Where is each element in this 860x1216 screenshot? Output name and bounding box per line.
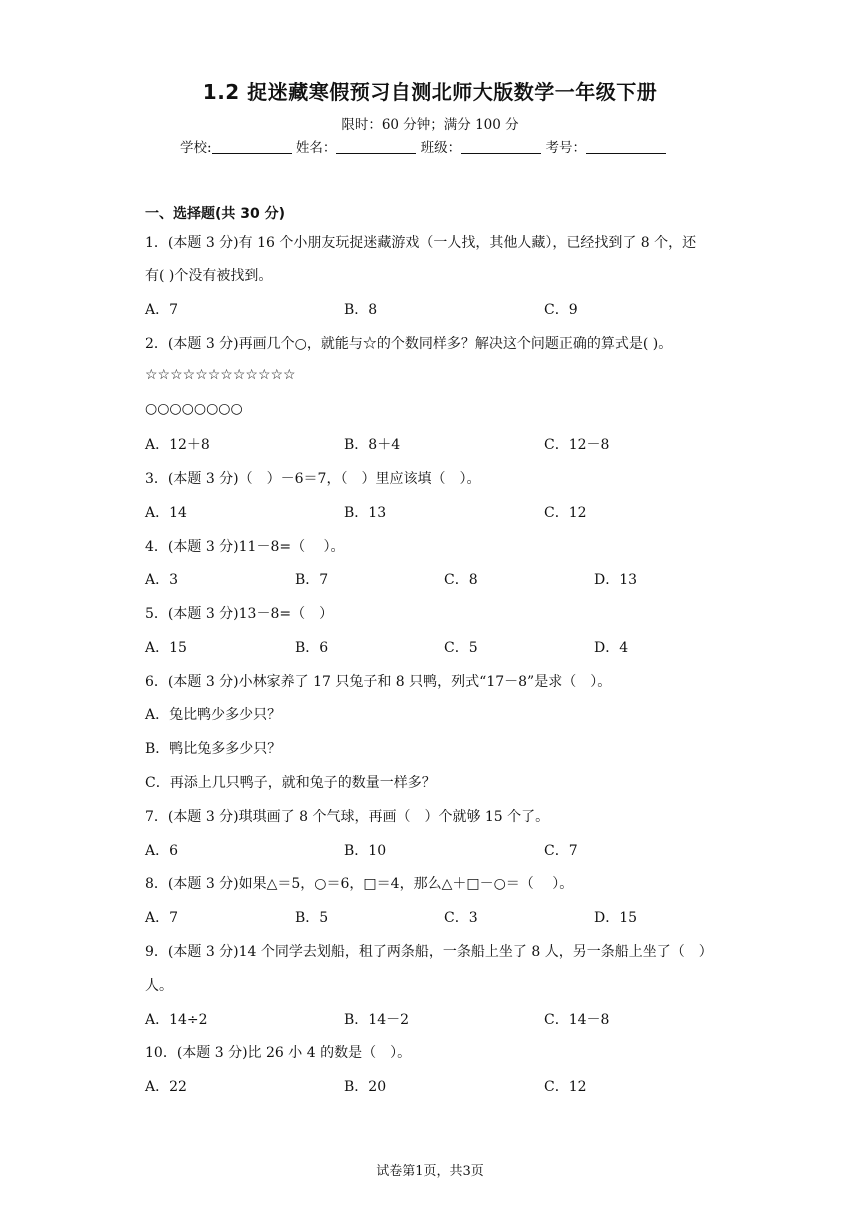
question-4-option-b[interactable]: B．7	[295, 572, 329, 588]
page-title: 1.2 捉迷藏寒假预习自测北师大版数学一年级下册	[202, 80, 658, 104]
question-3-option-c[interactable]: C．12	[544, 505, 587, 521]
question-1-line-2: 有( )个没有被找到。	[145, 268, 273, 284]
question-10-option-a[interactable]: A．22	[145, 1079, 187, 1095]
question-9-option-c[interactable]: C．14－8	[544, 1012, 610, 1028]
name-label: 姓名：	[295, 140, 337, 156]
question-9-option-b[interactable]: B．14－2	[344, 1012, 410, 1028]
question-3-option-b[interactable]: B．13	[344, 505, 387, 521]
name-blank[interactable]	[336, 139, 416, 154]
class-blank[interactable]	[461, 139, 541, 154]
class-label: 班级：	[420, 140, 462, 156]
question-1-line-1: 1．(本题 3 分)有 16 个小朋友玩捉迷藏游戏（一人找，其他人藏），已经找到了 8 个，还	[145, 235, 697, 251]
question-4-option-d[interactable]: D．13	[594, 572, 638, 588]
question-6-option-a[interactable]: A．兔比鸭少多少只？	[145, 707, 282, 723]
question-5-option-a[interactable]: A．15	[145, 640, 187, 656]
question-1-option-b[interactable]: B．8	[344, 302, 378, 318]
question-8-line-1: 8．(本题 3 分)如果△＝5，○＝6，□＝4，那么△＋□－○＝（ ）。	[145, 876, 574, 892]
question-6-option-c[interactable]: C．再添上几只鸭子，就和兔子的数量一样多？	[145, 775, 436, 791]
question-9-option-a[interactable]: A．14÷2	[145, 1012, 208, 1028]
school-blank[interactable]	[212, 139, 292, 154]
question-2-option-a[interactable]: A．12＋8	[145, 437, 210, 453]
question-2-option-c[interactable]: C．12－8	[544, 437, 610, 453]
page-footer: 试卷第1页，共3页	[376, 1164, 484, 1179]
question-5-option-b[interactable]: B．6	[295, 640, 329, 656]
question-10-line-1: 10．(本题 3 分)比 26 小 4 的数是（ ）。	[145, 1045, 412, 1061]
question-4-option-a[interactable]: A．3	[145, 572, 179, 588]
question-1-option-c[interactable]: C．9	[544, 302, 578, 318]
student-info-line	[180, 136, 666, 156]
question-6-line-1: 6．(本题 3 分)小林家养了 17 只兔子和 8 只鸭，列式“17－8”是求（ ）。	[145, 674, 612, 690]
question-6-option-b[interactable]: B．鸭比兔多多少只？	[145, 741, 282, 757]
question-8-option-c[interactable]: C．3	[444, 910, 478, 926]
question-7-line-1: 7．(本题 3 分)琪琪画了 8 个气球，再画（ ）个就够 15 个了。	[145, 809, 550, 825]
question-7-option-b[interactable]: B．10	[344, 843, 387, 859]
exam-no-blank[interactable]	[586, 139, 666, 154]
time-limit: 限时：60 分钟；满分 100 分	[341, 117, 519, 133]
school-label: 学校:	[180, 140, 212, 156]
question-2-stars: ☆☆☆☆☆☆☆☆☆☆☆☆	[145, 367, 296, 383]
question-5-option-d[interactable]: D．4	[594, 640, 629, 656]
question-1-option-a[interactable]: A．7	[145, 302, 179, 318]
question-5-option-c[interactable]: C．5	[444, 640, 478, 656]
question-4-option-c[interactable]: C．8	[444, 572, 478, 588]
question-8-option-a[interactable]: A．7	[145, 910, 179, 926]
question-7-option-a[interactable]: A．6	[145, 843, 179, 859]
question-9-line-1: 9．(本题 3 分)14 个同学去划船，租了两条船，一条船上坐了 8 人，另一条船上坐了（ ）	[145, 944, 713, 960]
question-4-line-1: 4．(本题 3 分)11－8=（ ）。	[145, 539, 345, 555]
question-8-option-b[interactable]: B．5	[295, 910, 329, 926]
question-8-option-d[interactable]: D．15	[594, 910, 638, 926]
question-2-option-b[interactable]: B．8＋4	[344, 437, 401, 453]
question-9-line-2: 人。	[145, 978, 173, 994]
question-2-circles: ○○○○○○○○	[145, 401, 243, 417]
question-3-option-a[interactable]: A．14	[145, 505, 187, 521]
exam-no-label: 考号：	[545, 140, 586, 156]
section-heading: 一、选择题(共 30 分)	[145, 206, 286, 222]
question-3-line-1: 3．(本题 3 分)（ ）－6＝7，（ ）里应该填（ ）。	[145, 471, 481, 487]
question-10-option-c[interactable]: C．12	[544, 1079, 587, 1095]
question-5-line-1: 5．(本题 3 分)13－8=（ ）	[145, 606, 334, 622]
question-10-option-b[interactable]: B．20	[344, 1079, 387, 1095]
question-2-line-1: 2．(本题 3 分)再画几个○，就能与☆的个数同样多？解决这个问题正确的算式是( )。	[145, 336, 673, 352]
question-7-option-c[interactable]: C．7	[544, 843, 578, 859]
